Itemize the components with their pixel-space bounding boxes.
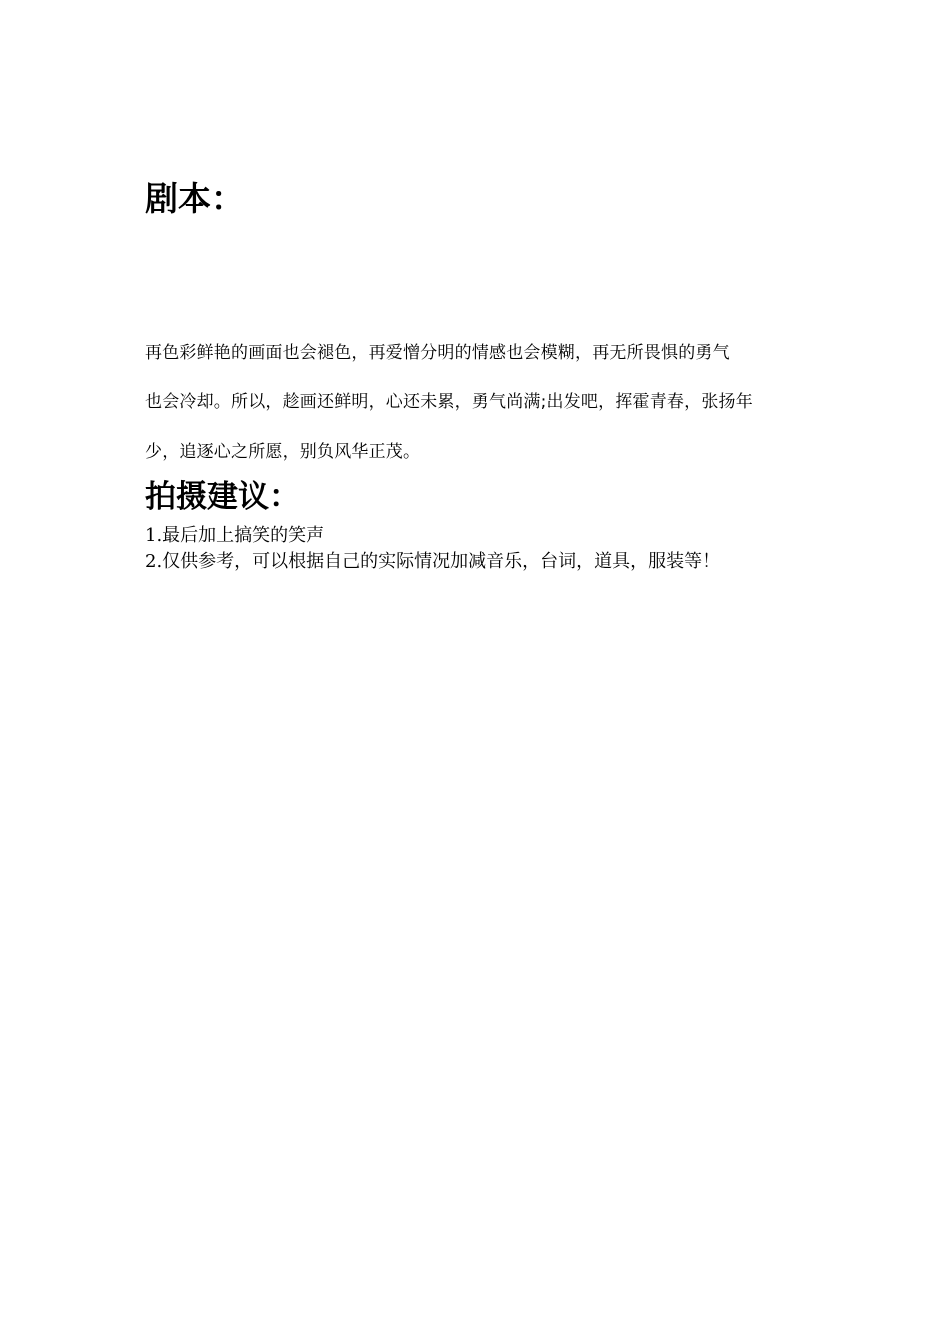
advice-heading: 拍摄建议： <box>145 479 300 515</box>
script-paragraph-line: 再色彩鲜艳的画面也会褪色，再爱憎分明的情感也会模糊，再无所畏惧的勇气 <box>145 343 730 363</box>
script-paragraph-line: 少，追逐心之所愿，别负风华正茂。 <box>145 442 421 462</box>
script-heading: 剧本： <box>145 179 244 218</box>
advice-list-item: 1.最后加上搞笑的笑声 <box>145 525 325 546</box>
advice-list-item: 2.仅供参考，可以根据自己的实际情况加减音乐，台词，道具，服装等！ <box>145 551 721 572</box>
script-paragraph-line: 也会冷却。所以，趁画还鲜明，心还未累，勇气尚满;出发吧，挥霍青春，张扬年 <box>145 392 753 412</box>
